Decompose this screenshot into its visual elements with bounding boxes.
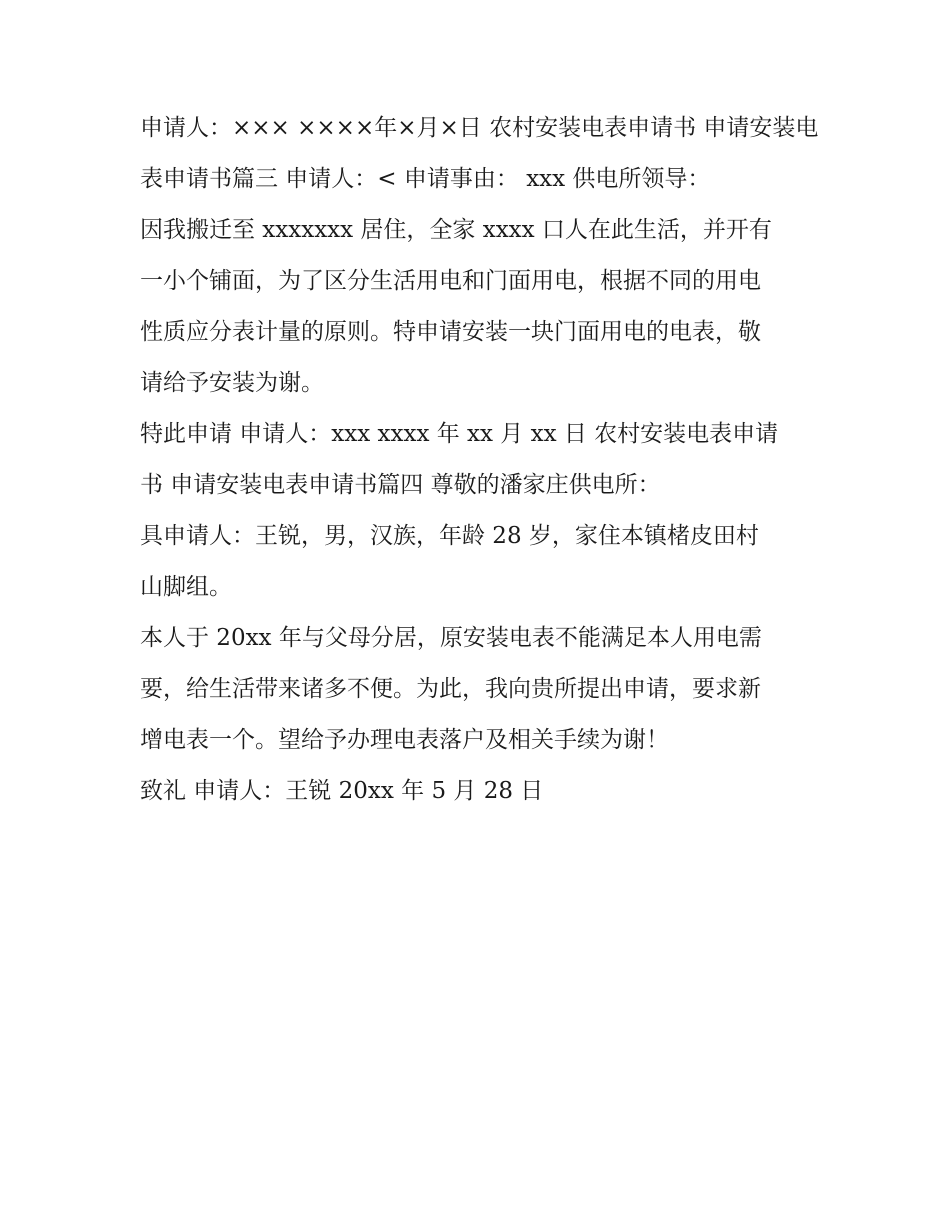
text-line: 表申请书篇三 申请人：< 申请事由： xxx 供电所领导： — [140, 166, 711, 192]
text-line: 申请人：××× ××××年×月×日 农村安装电表申请书 申请安装电 — [140, 115, 819, 141]
text-line: 增电表一个。望给予办理电表落户及相关手续为谢！ — [140, 727, 669, 753]
text-line: 特此申请 申请人：xxx xxxx 年 xx 月 xx 日 农村安装电表申请 — [140, 421, 779, 447]
text-line: 因我搬迁至 xxxxxxx 居住，全家 xxxx 口人在此生活，并开有 — [140, 217, 772, 243]
document-body — [140, 103, 820, 817]
text-line: 性质应分表计量的原则。特申请安装一块门面用电的电表，敬 — [140, 319, 761, 345]
text-line: 书 申请安装电表申请书篇四 尊敬的潘家庄供电所： — [140, 472, 661, 498]
text-line: 致礼 申请人：王锐 20xx 年 5 月 28 日 — [140, 778, 544, 804]
text-line: 具申请人：王锐，男，汉族，年龄 28 岁，家住本镇楮皮田村 — [140, 523, 759, 549]
text-line: 一小个铺面，为了区分生活用电和门面用电，根据不同的用电 — [140, 268, 761, 294]
text-line: 要，给生活带来诸多不便。为此，我向贵所提出申请，要求新 — [140, 676, 761, 702]
text-line: 请给予安装为谢。 — [140, 370, 324, 396]
text-line: 本人于 20xx 年与父母分居，原安装电表不能满足本人用电需 — [140, 625, 762, 651]
text-line: 山脚组。 — [140, 574, 232, 600]
